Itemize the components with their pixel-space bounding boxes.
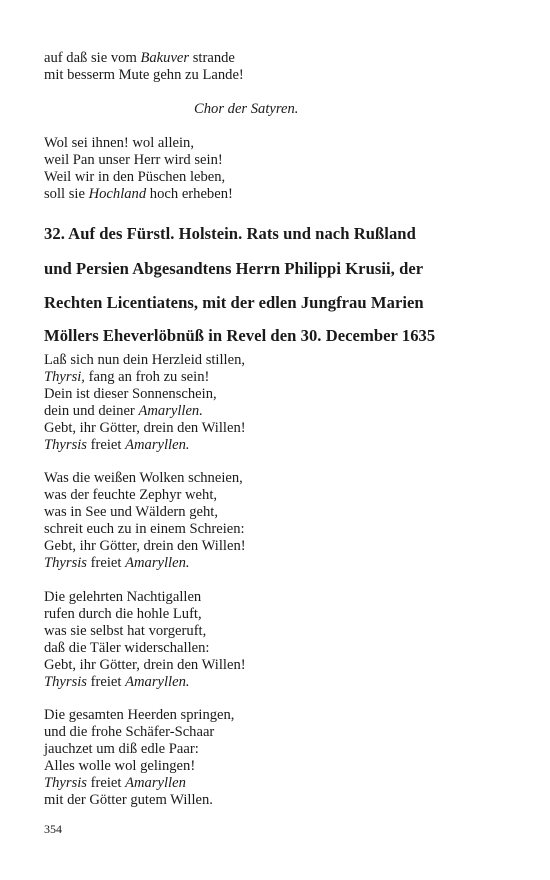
verse-line: Gebt, ihr Götter, drein den Willen! — [44, 420, 246, 436]
poem-stanza-3 — [44, 589, 246, 691]
poem-stanza-2 — [44, 470, 246, 572]
verse-line: mit der Götter gutem Willen. — [44, 792, 213, 808]
verse-text: fang an froh zu sein! — [84, 369, 210, 385]
verse-line — [44, 674, 246, 691]
verse-line: was in See und Wäldern geht, — [44, 504, 218, 520]
verse-text-italic: Thyrsis — [44, 555, 87, 571]
poem-heading-line: Möllers Eheverlöbnüß in Revel den 30. December 1635 — [44, 326, 436, 345]
book-page — [44, 0, 464, 880]
verse-text: hoch erheben! — [146, 186, 233, 202]
verse-text-italic: Thyrsis — [44, 775, 87, 791]
verse-text-italic: Amaryllen. — [125, 555, 190, 571]
verse-line: was sie selbst hat vorgeruft, — [44, 623, 207, 639]
page-number: 354 — [44, 822, 62, 836]
verse-text-italic: Amaryllen — [125, 775, 186, 791]
verse-line — [44, 437, 246, 454]
verse-line: Dein ist dieser Sonnenschein, — [44, 386, 217, 402]
verse-text: freiet — [86, 555, 126, 571]
verse-text-italic: Thyrsis — [44, 674, 87, 690]
verse-line — [44, 369, 246, 386]
satyr-stanza — [44, 135, 233, 203]
verse-line — [44, 555, 246, 572]
verse-line: Die gelehrten Nachtigallen — [44, 589, 202, 605]
verse-text: dein und deiner — [44, 403, 139, 419]
continuation-stanza — [44, 50, 244, 84]
verse-text-italic: Amaryllen. — [125, 437, 190, 453]
verse-text-italic: Thyrsis — [44, 437, 87, 453]
verse-line: Alles wolle wol gelingen! — [44, 758, 196, 774]
verse-line: Weil wir in den Püschen leben, — [44, 169, 226, 185]
verse-text-italic: Amaryllen. — [138, 403, 203, 419]
verse-line: jauchzet um diß edle Paar: — [44, 741, 199, 757]
verse-line: schreit euch zu in einem Schreien: — [44, 521, 245, 537]
verse-line: mit besserm Mute gehn zu Lande! — [44, 67, 244, 83]
poem-heading-line: und Persien Abgesandtens Herrn Philippi Krusii, der — [44, 259, 424, 278]
verse-line: weil Pan unser Herr wird sein! — [44, 152, 223, 168]
verse-text: freiet — [86, 437, 126, 453]
verse-text-italic: Bakuver — [140, 50, 190, 66]
verse-text: auf daß sie vom — [44, 50, 141, 66]
verse-line: Was die weißen Wolken schneien, — [44, 470, 243, 486]
verse-line — [44, 775, 234, 792]
chorus-label: Chor der Satyren. — [194, 101, 299, 117]
poem-stanza-4 — [44, 707, 234, 809]
poem-stanza-1 — [44, 352, 246, 454]
verse-line: Die gesamten Heerden springen, — [44, 707, 235, 723]
verse-text: freiet — [86, 674, 126, 690]
poem-heading-line: 32. Auf des Fürstl. Holstein. Rats und nach Rußland — [44, 224, 416, 243]
verse-line: Gebt, ihr Götter, drein den Willen! — [44, 538, 246, 554]
verse-line: Gebt, ihr Götter, drein den Willen! — [44, 657, 246, 673]
verse-line: daß die Täler widerschallen: — [44, 640, 210, 656]
verse-text-italic: Hochland — [88, 186, 147, 202]
verse-line: Wol sei ihnen! wol allein, — [44, 135, 194, 151]
poem-heading-line: Rechten Licentiatens, mit der edlen Jungfrau Marien — [44, 293, 424, 312]
verse-text: freiet — [86, 775, 126, 791]
verse-line: Laß sich nun dein Herzleid stillen, — [44, 352, 246, 368]
verse-line: rufen durch die hohle Luft, — [44, 606, 202, 622]
verse-text: soll sie — [44, 186, 89, 202]
verse-line: und die frohe Schäfer-Schaar — [44, 724, 215, 740]
verse-text-italic: Amaryllen. — [125, 674, 190, 690]
verse-text-italic: Thyrsi, — [44, 369, 85, 385]
verse-line — [44, 186, 233, 203]
verse-text: strande — [189, 50, 235, 66]
verse-line: was der feuchte Zephyr weht, — [44, 487, 218, 503]
verse-line — [44, 403, 246, 420]
verse-line — [44, 50, 244, 67]
